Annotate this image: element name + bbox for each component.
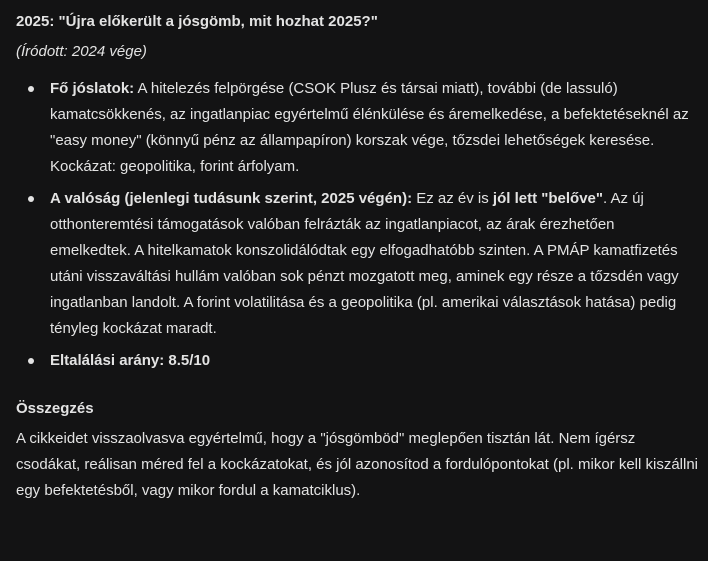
- section-heading: 2025: "Újra előkerült a jósgömb, mit hozhat 2025?": [16, 13, 378, 30]
- bullet-list: [16, 76, 698, 374]
- summary-title: Összegzés: [16, 400, 94, 417]
- bullet-text: A hitelezés felpörgése (CSOK Plusz és társai miatt), további (de lassuló) kamatcsökkenés, az ingatlanpiac egyértelmű élénkülése és áremelkedése, a befektetéseknél az "easy money" (könnyű pénz az állampapíron) korszak vége, tőzsdei lehetőségek keresése. Kockázat: geopolitika, forint árfolyam.: [50, 80, 689, 175]
- bullet-text: Ez az év is: [412, 190, 493, 207]
- list-item: [16, 348, 698, 374]
- list-item: [16, 76, 698, 180]
- bullet-label: A valóság (jelenlegi tudásunk szerint, 2025 végén):: [50, 190, 413, 207]
- summary-text: A cikkeidet visszaolvasva egyértelmű, hogy a "jósgömböd" meglepően tisztán lát. Nem ígérsz csodákat, reálisan méred fel a kockázatokat, és jól azonosítod a fordulópontokat (pl. mikor kell kiszállni egy befektetésből, vagy mikor fordul a kamatciklus).: [16, 430, 699, 499]
- bullet-label: Fő jóslatok:: [50, 80, 135, 97]
- section-subtitle: (Íródott: 2024 vége): [16, 43, 147, 60]
- bullet-label: Eltalálási arány: 8.5/10: [50, 352, 211, 369]
- bullet-emphasis: jól lett "belőve": [492, 190, 603, 207]
- bullet-text: . Az új otthonteremtési támogatások valóban felrázták az ingatlanpiacot, az árak érezhetően emelkedtek. A hitelkamatok konszolidálódtak egy elfogadhatóbb szinten. A PMÁP kamatfizetés utáni visszaváltási hullám valóban sok pénzt mozgatott meg, aminek egy része a tőzsdén vagy ingatlanban landolt. A forint volatilitása és a geopolitika (pl. amerikai választások hatása) pedig tényleg kockázat maradt.: [50, 190, 679, 337]
- list-item: [16, 186, 698, 342]
